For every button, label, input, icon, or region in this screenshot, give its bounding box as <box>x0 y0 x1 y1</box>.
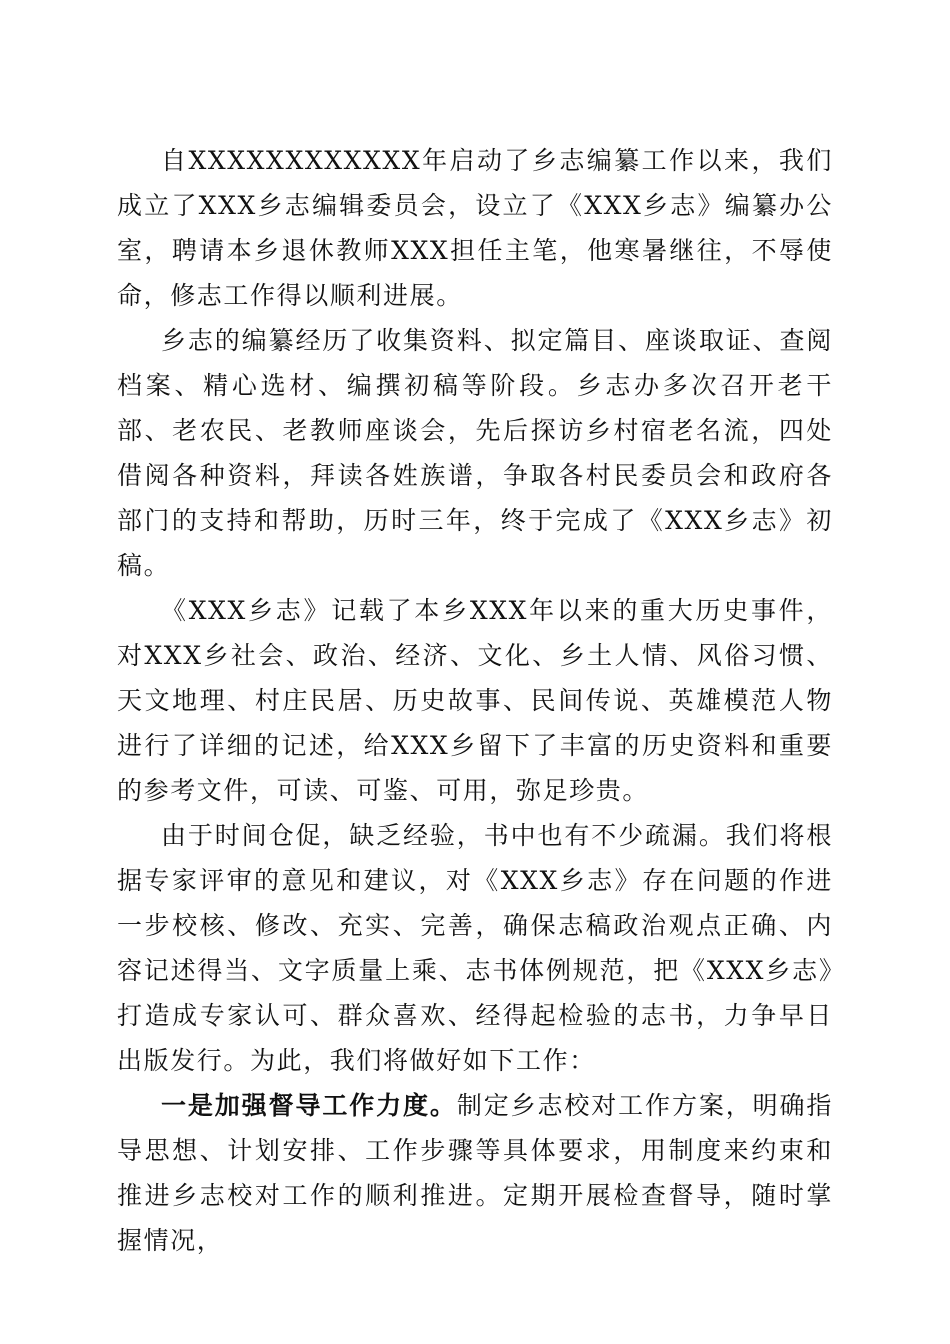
paragraph-2-text: 乡志的编纂经历了收集资料、拟定篇目、座谈取证、查阅档案、精心选材、编撰初稿等阶段。乡志办多次召开老干部、老农民、老教师座谈会，先后探访乡村宿老名流，四处借阅各种资料，拜读各姓族谱，争取各村民委员会和政府各部门的支持和帮助，历时三年，终于完成了《XXX乡志》初稿。 <box>117 326 833 580</box>
paragraph-1-text: 自XXXXXXXXXXXX年启动了乡志编纂工作以来，我们成立了XXX乡志编辑委员会，设立了《XXX乡志》编纂办公室，聘请本乡退休教师XXX担任主笔，他寒暑继往，不辱使命，修志工作得以顺利进展。 <box>117 146 833 310</box>
paragraph-1 <box>117 138 833 318</box>
paragraph-3-text: 《XXX乡志》记载了本乡XXX年以来的重大历史事件，对XXX乡社会、政治、经济、文化、乡土人情、风俗习惯、天文地理、村庄民居、历史故事、民间传说、英雄模范人物进行了详细的记述，给XXX乡留下了丰富的历史资料和重要的参考文件，可读、可鉴、可用，弥足珍贵。 <box>117 596 833 805</box>
paragraph-4 <box>117 813 833 1083</box>
paragraph-5-lead: 一是加强督导工作力度。 <box>161 1091 457 1120</box>
document-body <box>117 138 833 1263</box>
paragraph-2 <box>117 318 833 588</box>
paragraph-5-text: 制定乡志校对工作方案，明确指导思想、计划安排、工作步骤等具体要求，用制度来约束和推进乡志校对工作的顺利推进。定期开展检查督导，随时掌握情况， <box>117 1091 833 1255</box>
paragraph-4-text: 由于时间仓促，缺乏经验，书中也有不少疏漏。我们将根据专家评审的意见和建议，对《XXX乡志》存在问题的作进一步校核、修改、充实、完善，确保志稿政治观点正确、内容记述得当、文字质量上乘、志书体例规范，把《XXX乡志》打造成专家认可、群众喜欢、经得起检验的志书，力争早日出版发行。为此，我们将做好如下工作： <box>117 821 833 1075</box>
paragraph-3 <box>117 588 833 813</box>
paragraph-5 <box>117 1083 833 1263</box>
